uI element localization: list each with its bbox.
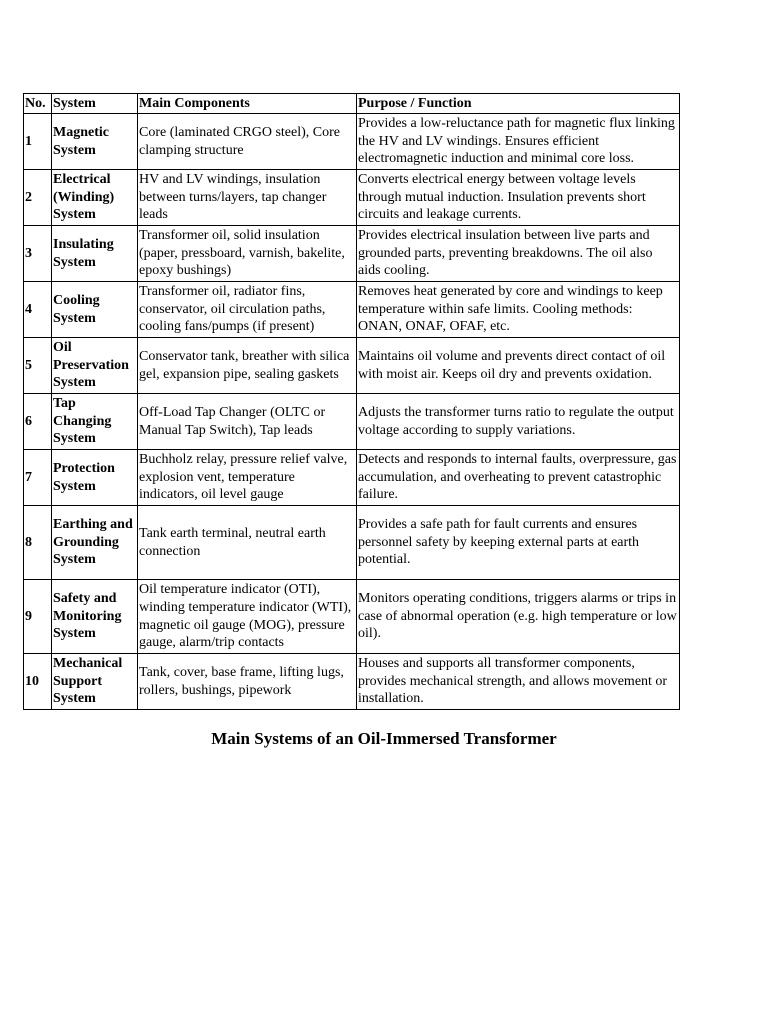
main-components: Transformer oil, solid insulation (paper, pressboard, varnish, bakelite, epoxy bushings) xyxy=(138,226,357,282)
header-main-components: Main Components xyxy=(138,94,357,114)
row-number: 4 xyxy=(24,282,52,338)
main-components: Tank earth terminal, neutral earth connection xyxy=(138,506,357,580)
row-number: 5 xyxy=(24,338,52,394)
purpose-function: Provides a low-reluctance path for magnetic flux linking the HV and LV windings. Ensures efficient electromagnetic induction and minimal core loss. xyxy=(357,114,680,170)
system-name: Cooling System xyxy=(52,282,138,338)
table-row xyxy=(24,654,680,710)
system-name: Earthing and Grounding System xyxy=(52,506,138,580)
purpose-function: Converts electrical energy between voltage levels through mutual induction. Insulation prevents short circuits and leakage currents. xyxy=(357,170,680,226)
table-caption: Main Systems of an Oil-Immersed Transformer xyxy=(211,729,557,748)
row-number: 2 xyxy=(24,170,52,226)
row-number: 7 xyxy=(24,450,52,506)
table-row xyxy=(24,226,680,282)
main-components: Tank, cover, base frame, lifting lugs, rollers, bushings, pipework xyxy=(138,654,357,710)
purpose-function: Monitors operating conditions, triggers alarms or trips in case of abnormal operation (e.g. high temperature or low oil). xyxy=(357,580,680,654)
main-components: Transformer oil, radiator fins, conservator, oil circulation paths, cooling fans/pumps (if present) xyxy=(138,282,357,338)
purpose-function: Adjusts the transformer turns ratio to regulate the output voltage according to supply variations. xyxy=(357,394,680,450)
purpose-function: Detects and responds to internal faults, overpressure, gas accumulation, and overheating to prevent catastrophic failure. xyxy=(357,450,680,506)
main-components: Conservator tank, breather with silica gel, expansion pipe, sealing gaskets xyxy=(138,338,357,394)
system-name: Electrical (Winding) System xyxy=(52,170,138,226)
system-name: Insulating System xyxy=(52,226,138,282)
row-number: 9 xyxy=(24,580,52,654)
table-row xyxy=(24,394,680,450)
system-name: Magnetic System xyxy=(52,114,138,170)
header-purpose-function: Purpose / Function xyxy=(357,94,680,114)
row-number: 10 xyxy=(24,654,52,710)
table-row xyxy=(24,338,680,394)
purpose-function: Maintains oil volume and prevents direct contact of oil with moist air. Keeps oil dry and prevents oxidation. xyxy=(357,338,680,394)
table-row xyxy=(24,114,680,170)
row-number: 3 xyxy=(24,226,52,282)
purpose-function: Houses and supports all transformer components, provides mechanical strength, and allows movement or installation. xyxy=(357,654,680,710)
system-name: Oil Preservation System xyxy=(52,338,138,394)
table-row xyxy=(24,282,680,338)
table-row xyxy=(24,450,680,506)
main-components: Off-Load Tap Changer (OLTC or Manual Tap Switch), Tap leads xyxy=(138,394,357,450)
main-components: Buchholz relay, pressure relief valve, explosion vent, temperature indicators, oil level gauge xyxy=(138,450,357,506)
header-system: System xyxy=(52,94,138,114)
row-number: 1 xyxy=(24,114,52,170)
purpose-function: Provides a safe path for fault currents and ensures personnel safety by keeping external parts at earth potential. xyxy=(357,506,680,580)
table-row xyxy=(24,506,680,580)
system-name: Protection System xyxy=(52,450,138,506)
main-components: Oil temperature indicator (OTI), winding temperature indicator (WTI), magnetic oil gauge (MOG), pressure gauge, alarm/trip contacts xyxy=(138,580,357,654)
main-components: Core (laminated CRGO steel), Core clamping structure xyxy=(138,114,357,170)
row-number: 8 xyxy=(24,506,52,580)
systems-table xyxy=(23,93,680,710)
table-row xyxy=(24,580,680,654)
table-header-row xyxy=(24,94,680,114)
main-components: HV and LV windings, insulation between turns/layers, tap changer leads xyxy=(138,170,357,226)
purpose-function: Removes heat generated by core and windings to keep temperature within safe limits. Cooling methods: ONAN, ONAF, OFAF, etc. xyxy=(357,282,680,338)
system-name: Safety and Monitoring System xyxy=(52,580,138,654)
purpose-function: Provides electrical insulation between live parts and grounded parts, preventing breakdowns. The oil also aids cooling. xyxy=(357,226,680,282)
row-number: 6 xyxy=(24,394,52,450)
system-name: Tap Changing System xyxy=(52,394,138,450)
system-name: Mechanical Support System xyxy=(52,654,138,710)
header-no: No. xyxy=(24,94,52,114)
table-row xyxy=(24,170,680,226)
